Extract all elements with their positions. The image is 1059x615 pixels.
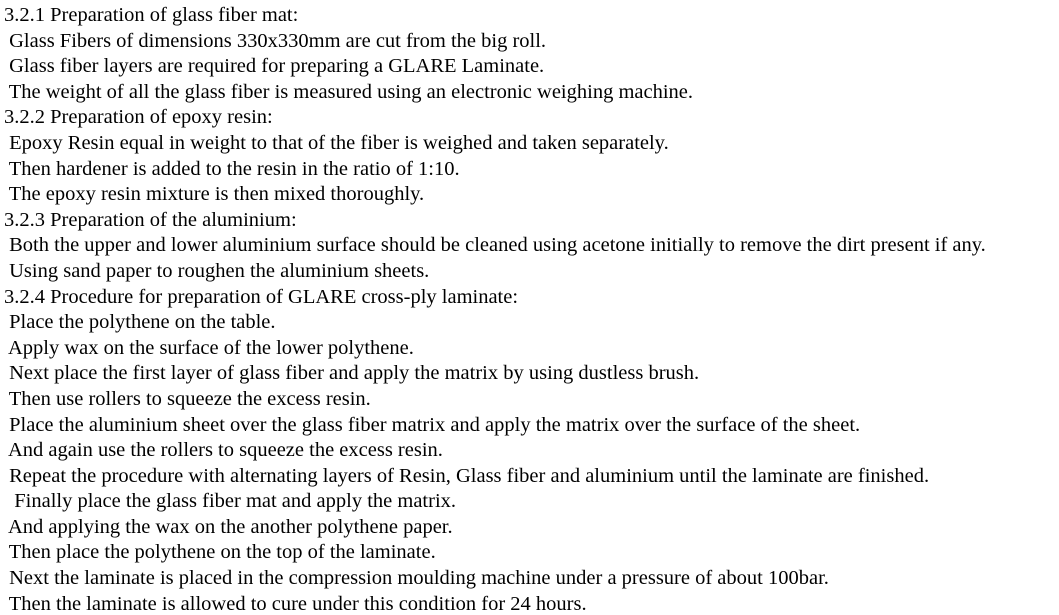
section-3-2-3 [4,208,1059,285]
section-3-2-4 [4,285,1059,615]
procedure-step: Place the aluminium sheet over the glass fiber matrix and apply the matrix over the surface of the sheet. [4,413,861,436]
section-heading: 3.2.2 Preparation of epoxy resin: [4,106,273,129]
procedure-step: The weight of all the glass fiber is measured using an electronic weighing machine. [4,80,694,103]
section-heading: 3.2.4 Procedure for preparation of GLARE cross-ply laminate: [4,285,519,308]
procedure-step: Apply wax on the surface of the lower polythene. [4,336,414,359]
procedure-step: Then hardener is added to the resin in the ratio of 1:10. [4,157,460,180]
procedure-step: Next the laminate is placed in the compression moulding machine under a pressure of about 100bar. [4,567,829,590]
procedure-step: Place the polythene on the table. [4,311,276,334]
procedure-step: Then use rollers to squeeze the excess resin. [4,387,371,410]
procedure-step: Glass fiber layers are required for preparing a GLARE Laminate. [4,55,545,78]
section-3-2-2 [4,105,1059,207]
procedure-step: Epoxy Resin equal in weight to that of the fiber is weighed and taken separately. [4,131,669,154]
procedure-step: Glass Fibers of dimensions 330x330mm are cut from the big roll. [4,29,547,52]
procedure-step: Then place the polythene on the top of the laminate. [4,541,436,564]
procedure-step: Finally place the glass fiber mat and apply the matrix. [4,490,457,513]
section-heading: 3.2.3 Preparation of the aluminium: [4,208,297,231]
procedure-step: Using sand paper to roughen the aluminium sheets. [4,259,430,282]
procedure-step: Then the laminate is allowed to cure under this condition for 24 hours. [4,592,587,615]
section-heading: 3.2.1 Preparation of glass fiber mat: [4,4,299,26]
procedure-step: And applying the wax on the another polythene paper. [4,515,453,538]
section-3-2-1 [4,3,1059,105]
procedure-step: Repeat the procedure with alternating layers of Resin, Glass fiber and aluminium until the laminate are finished. [4,464,930,487]
procedure-step: And again use the rollers to squeeze the excess resin. [4,439,443,462]
procedure-step: Both the upper and lower aluminium surface should be cleaned using acetone initially to remove the dirt present if any. [4,234,986,257]
procedure-step: The epoxy resin mixture is then mixed thoroughly. [4,183,425,206]
procedure-step: Next place the first layer of glass fiber and apply the matrix by using dustless brush. [4,362,700,385]
